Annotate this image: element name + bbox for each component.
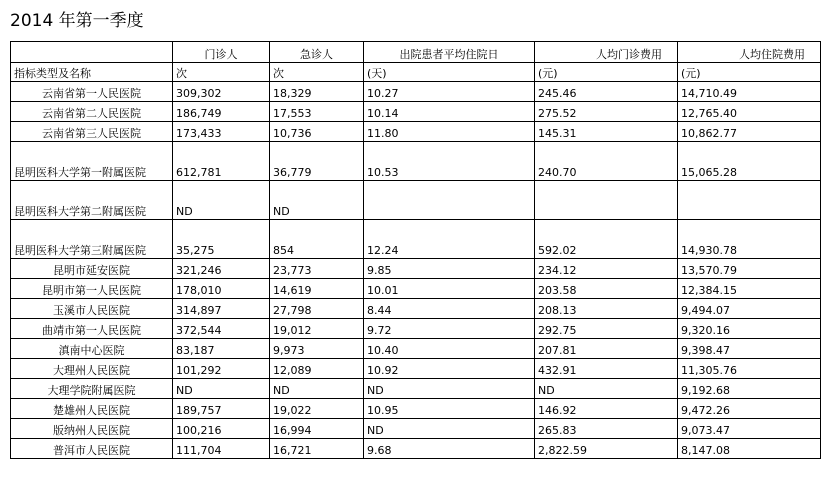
- table-row: [11, 359, 821, 379]
- value-cell: 83,187: [173, 339, 270, 359]
- value-cell: 35,275: [173, 220, 270, 259]
- value-cell: 10.27: [364, 82, 535, 102]
- value-cell: 10.14: [364, 102, 535, 122]
- table-row: [11, 399, 821, 419]
- header-first-col: 指标类型及名称: [11, 63, 173, 82]
- value-cell: 16,994: [270, 419, 364, 439]
- value-cell: 19,022: [270, 399, 364, 419]
- header-unit-label: 次: [273, 67, 284, 80]
- header-unit-label: (元): [681, 67, 701, 80]
- value-cell: 12,765.40: [678, 102, 821, 122]
- header-cell-emergency: [270, 42, 364, 63]
- value-cell: 207.81: [535, 339, 678, 359]
- header-label: 人均住院费用: [739, 48, 805, 61]
- value-cell: 9.72: [364, 319, 535, 339]
- table-row: [11, 122, 821, 142]
- value-cell: 19,012: [270, 319, 364, 339]
- hospital-name-cell: 玉溪市人民医院: [11, 299, 173, 319]
- table-row: [11, 379, 821, 399]
- hospital-name-cell: 滇南中心医院: [11, 339, 173, 359]
- value-cell: 14,930.78: [678, 220, 821, 259]
- value-cell: 10.53: [364, 142, 535, 181]
- hospital-name-cell: 曲靖市第一人民医院: [11, 319, 173, 339]
- hospital-name-cell: 普洱市人民医院: [11, 439, 173, 459]
- value-cell: 23,773: [270, 259, 364, 279]
- hospital-name-cell: 昆明医科大学第二附属医院: [11, 181, 173, 220]
- header-unit-label: (天): [367, 67, 387, 80]
- value-cell: 314,897: [173, 299, 270, 319]
- value-cell: 10,862.77: [678, 122, 821, 142]
- value-cell: 9,192.68: [678, 379, 821, 399]
- value-cell: 9,398.47: [678, 339, 821, 359]
- value-cell: [678, 181, 821, 220]
- table-row: [11, 319, 821, 339]
- table-row: [11, 279, 821, 299]
- value-cell: 275.52: [535, 102, 678, 122]
- header-cell-blank: [11, 42, 173, 63]
- page-title: 2014 年第一季度: [10, 11, 144, 31]
- value-cell: 321,246: [173, 259, 270, 279]
- value-cell: 178,010: [173, 279, 270, 299]
- value-cell: 309,302: [173, 82, 270, 102]
- value-cell: [364, 181, 535, 220]
- value-cell: ND: [270, 379, 364, 399]
- value-cell: 186,749: [173, 102, 270, 122]
- value-cell: 10.95: [364, 399, 535, 419]
- table-row: [11, 102, 821, 122]
- header-cell-outpatient-cost: [535, 42, 678, 63]
- hospital-name-cell: 昆明市第一人民医院: [11, 279, 173, 299]
- header-unit: [173, 63, 270, 82]
- value-cell: 9,320.16: [678, 319, 821, 339]
- table-row: [11, 181, 821, 220]
- table-row: [11, 299, 821, 319]
- value-cell: 265.83: [535, 419, 678, 439]
- table-row: [11, 259, 821, 279]
- value-cell: 9,494.07: [678, 299, 821, 319]
- header-unit-label: 次: [176, 67, 187, 80]
- value-cell: 12,089: [270, 359, 364, 379]
- value-cell: 10.40: [364, 339, 535, 359]
- table-row: [11, 142, 821, 181]
- value-cell: 10.92: [364, 359, 535, 379]
- header-row-bottom: [11, 63, 821, 82]
- hospital-name-cell: 云南省第一人民医院: [11, 82, 173, 102]
- header-unit: [270, 63, 364, 82]
- header-label: 急诊人: [300, 48, 333, 61]
- table-row: [11, 339, 821, 359]
- value-cell: ND: [173, 379, 270, 399]
- value-cell: 372,544: [173, 319, 270, 339]
- value-cell: 292.75: [535, 319, 678, 339]
- value-cell: 10.01: [364, 279, 535, 299]
- table-row: [11, 439, 821, 459]
- value-cell: 36,779: [270, 142, 364, 181]
- header-label: 门诊人: [204, 48, 238, 61]
- value-cell: 17,553: [270, 102, 364, 122]
- value-cell: 8.44: [364, 299, 535, 319]
- value-cell: 101,292: [173, 359, 270, 379]
- header-label: 人均门诊费用: [596, 48, 662, 61]
- hospital-name-cell: 云南省第三人民医院: [11, 122, 173, 142]
- value-cell: 245.46: [535, 82, 678, 102]
- header-cell-inpatient-cost: [678, 42, 821, 63]
- value-cell: 14,710.49: [678, 82, 821, 102]
- value-cell: 100,216: [173, 419, 270, 439]
- value-cell: 592.02: [535, 220, 678, 259]
- hospital-name-cell: 昆明医科大学第一附属医院: [11, 142, 173, 181]
- value-cell: 12,384.15: [678, 279, 821, 299]
- hospital-name-cell: 版纳州人民医院: [11, 419, 173, 439]
- value-cell: ND: [535, 379, 678, 399]
- hospital-name-cell: 大理学院附属医院: [11, 379, 173, 399]
- value-cell: 612,781: [173, 142, 270, 181]
- value-cell: 9.85: [364, 259, 535, 279]
- value-cell: 18,329: [270, 82, 364, 102]
- value-cell: ND: [364, 419, 535, 439]
- value-cell: 2,822.59: [535, 439, 678, 459]
- value-cell: 173,433: [173, 122, 270, 142]
- header-unit: [364, 63, 535, 82]
- header-row-top: [11, 42, 821, 63]
- table-row: [11, 220, 821, 259]
- value-cell: 13,570.79: [678, 259, 821, 279]
- value-cell: 14,619: [270, 279, 364, 299]
- header-cell-outpatient: [173, 42, 270, 63]
- table-row: [11, 82, 821, 102]
- value-cell: 111,704: [173, 439, 270, 459]
- value-cell: 10,736: [270, 122, 364, 142]
- header-unit: [678, 63, 821, 82]
- value-cell: [535, 181, 678, 220]
- value-cell: 432.91: [535, 359, 678, 379]
- value-cell: 9,073.47: [678, 419, 821, 439]
- value-cell: ND: [173, 181, 270, 220]
- value-cell: 15,065.28: [678, 142, 821, 181]
- hospital-name-cell: 楚雄州人民医院: [11, 399, 173, 419]
- value-cell: 146.92: [535, 399, 678, 419]
- hospital-name-cell: 昆明医科大学第三附属医院: [11, 220, 173, 259]
- value-cell: 11.80: [364, 122, 535, 142]
- value-cell: 240.70: [535, 142, 678, 181]
- hospital-indicator-table: [10, 41, 821, 459]
- value-cell: 203.58: [535, 279, 678, 299]
- value-cell: 189,757: [173, 399, 270, 419]
- value-cell: 8,147.08: [678, 439, 821, 459]
- value-cell: 16,721: [270, 439, 364, 459]
- hospital-name-cell: 昆明市延安医院: [11, 259, 173, 279]
- value-cell: 9,973: [270, 339, 364, 359]
- header-unit-label: (元): [538, 67, 558, 80]
- value-cell: 854: [270, 220, 364, 259]
- hospital-name-cell: 大理州人民医院: [11, 359, 173, 379]
- value-cell: 9.68: [364, 439, 535, 459]
- value-cell: 27,798: [270, 299, 364, 319]
- value-cell: ND: [364, 379, 535, 399]
- value-cell: 11,305.76: [678, 359, 821, 379]
- header-cell-stay-days: [364, 42, 535, 63]
- value-cell: 9,472.26: [678, 399, 821, 419]
- value-cell: 12.24: [364, 220, 535, 259]
- header-unit: [535, 63, 678, 82]
- value-cell: 234.12: [535, 259, 678, 279]
- hospital-name-cell: 云南省第二人民医院: [11, 102, 173, 122]
- value-cell: 145.31: [535, 122, 678, 142]
- value-cell: ND: [270, 181, 364, 220]
- header-label: 出院患者平均住院日: [399, 48, 499, 61]
- value-cell: 208.13: [535, 299, 678, 319]
- table-row: [11, 419, 821, 439]
